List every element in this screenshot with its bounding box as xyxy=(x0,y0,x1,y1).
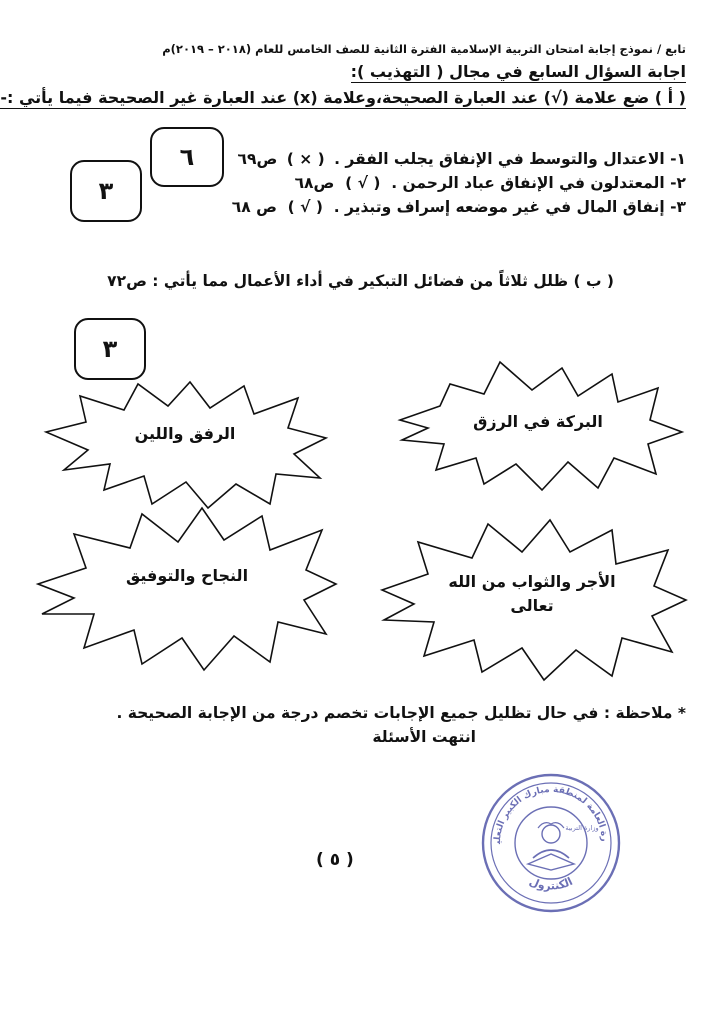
burst-option-gentleness[interactable] xyxy=(40,380,330,510)
grading-note: * ملاحظة : في حال تظليل جميع الإجابات تخصم درجة من الإجابة الصحيحة . xyxy=(116,704,686,722)
burst-shape xyxy=(40,380,330,510)
question-item xyxy=(238,150,686,168)
question-text: ٣- إنفاق المال في غير موضعه إسراف وتبذير . xyxy=(333,198,686,216)
official-stamp xyxy=(478,770,624,916)
answer-mark: ( × ) xyxy=(286,150,325,168)
stamp-seal-icon xyxy=(478,770,624,916)
stamp-bottom-text: الكنترول xyxy=(527,874,575,893)
option-label: البركة في الرزق xyxy=(473,412,603,431)
answer-mark: ( √ ) xyxy=(345,174,381,192)
answer-mark: ( √ ) xyxy=(287,198,323,216)
section-title: اجابة السؤال السابع في مجال ( التهذيب ): xyxy=(350,62,686,81)
end-of-questions: انتهت الأسئلة xyxy=(372,728,476,746)
option-label: الأجر والثواب من الله تعالى xyxy=(448,572,616,615)
burst-option-blessing[interactable] xyxy=(392,362,684,492)
option-label: النجاح والتوفيق xyxy=(125,566,249,585)
part-a-instruction: ( أ ) ضع علامة (√) عند العبارة الصحيحة،وعلامة (x) عند العبارة غير الصحيحة فيما يأتي :- xyxy=(0,88,686,107)
score-box-part-a: ٣ xyxy=(70,160,142,222)
question-item xyxy=(232,198,686,216)
stamp-top-text: رة العامة لمنطقة مبارك الكبير التعلي xyxy=(492,784,610,845)
option-label: الرفق واللين xyxy=(134,424,236,443)
question-text: ٢- المعتدلون في الإنفاق عباد الرحمن . xyxy=(391,174,686,192)
page-number: ( ٥ ) xyxy=(316,850,354,870)
question-text: ١- الاعتدال والتوسط في الإنفاق يجلب الفقر . xyxy=(334,150,686,168)
page-reference: ص٦٨ xyxy=(294,174,335,192)
score-box-total: ٦ xyxy=(150,127,224,187)
burst-option-success[interactable] xyxy=(34,504,340,674)
score-box-part-b: ٣ xyxy=(74,318,146,380)
svg-text:الكنترول xyxy=(527,875,574,893)
page-reference: ص ٦٨ xyxy=(231,198,277,216)
part-b-instruction: ( ب ) ظلل ثلاثاً من فضائل التبكير في أداء الأعمال مما يأتي : ص٧٢ xyxy=(107,272,614,290)
page-reference: ص٦٩ xyxy=(237,150,278,168)
question-item xyxy=(295,174,686,192)
stamp-side-text: وزارة التربية xyxy=(565,824,599,832)
burst-option-reward[interactable] xyxy=(372,516,690,682)
exam-header-line: تابع / نموذج إجابة امتحان التربية الإسلامية الفترة الثانية للصف الخامس للعام (٢٠١٨ – ٢٠١٩)م xyxy=(162,42,686,56)
burst-shape xyxy=(34,504,340,674)
